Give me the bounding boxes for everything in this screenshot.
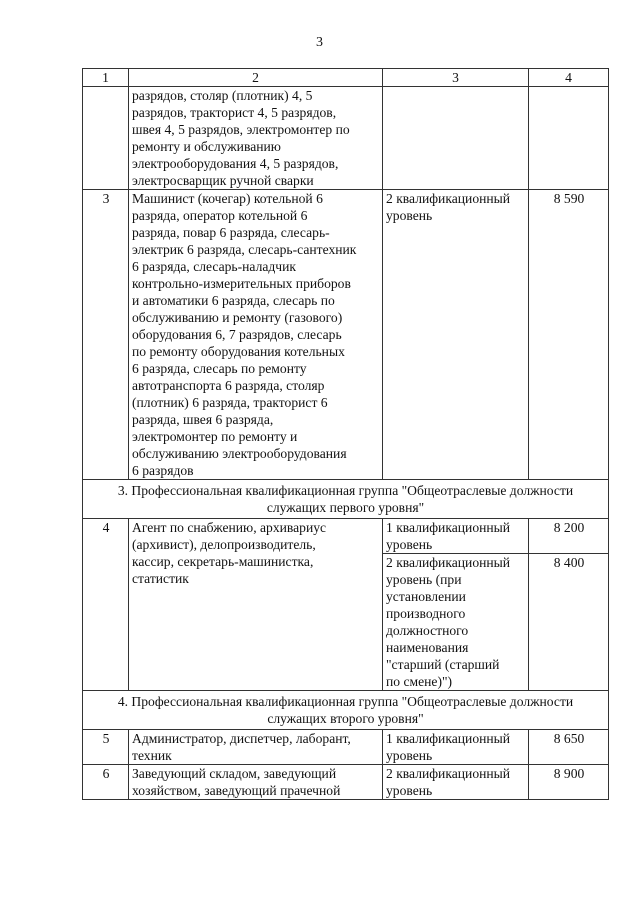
table-row xyxy=(83,190,609,480)
position-list-line: 6 разряда, слесарь по ремонту xyxy=(132,361,307,376)
position-list-line: и автоматики 6 разряда, слесарь по xyxy=(132,293,335,308)
position-list-line: 6 разряда, слесарь-наладчик xyxy=(132,259,297,274)
row-number: 6 xyxy=(83,765,129,800)
table-row xyxy=(83,730,609,765)
qualification-level-line: уровень xyxy=(386,537,433,552)
position-list xyxy=(129,765,383,800)
position-list-line: электрооборудования 4, 5 разрядов, xyxy=(132,156,339,171)
position-list-line: по ремонту оборудования котельных xyxy=(132,344,345,359)
table-row xyxy=(83,519,609,554)
column-header: 2 xyxy=(129,69,383,87)
qualification-level xyxy=(383,554,529,691)
qualification-level-line: уровень xyxy=(386,748,433,763)
position-list-line: разрядов, тракторист 4, 5 разрядов, xyxy=(132,105,337,120)
position-list-line: Заведующий складом, заведующий xyxy=(132,766,337,781)
qualification-level xyxy=(383,87,529,190)
qualification-level-line: производного xyxy=(386,606,466,621)
position-list-line: кассир, секретарь-машинистка, xyxy=(132,554,314,569)
table-row xyxy=(83,87,609,190)
qualification-level-line: 2 квалификационный xyxy=(386,191,511,206)
position-list-line: обслуживанию и ремонту (газового) xyxy=(132,310,343,325)
position-list-line: оборудования 6, 7 разрядов, слесарь xyxy=(132,327,342,342)
qualification-level-line: должностного xyxy=(386,623,469,638)
salary-value: 8 650 xyxy=(529,730,609,765)
position-list-line: статистик xyxy=(132,571,189,586)
qualification-level-line: установлении xyxy=(386,589,466,604)
column-header: 1 xyxy=(83,69,129,87)
position-list-line: швея 4, 5 разрядов, электромонтер по xyxy=(132,122,350,137)
table-header xyxy=(83,69,609,87)
qualification-level-line: уровень xyxy=(386,783,433,798)
qualification-level-line: 2 квалификационный xyxy=(386,766,511,781)
position-list-line: 6 разрядов xyxy=(132,463,194,478)
position-list-line: Машинист (кочегар) котельной 6 xyxy=(132,191,323,206)
position-list xyxy=(129,730,383,765)
salary-table xyxy=(82,68,609,800)
position-list-line: Агент по снабжению, архивариус xyxy=(132,520,327,535)
section-heading xyxy=(83,480,609,519)
qualification-level-line: "старший (старший xyxy=(386,657,500,672)
section-heading-line: служащих первого уровня" xyxy=(266,500,425,515)
position-list-line: (плотник) 6 разряда, тракторист 6 xyxy=(132,395,328,410)
section-row xyxy=(83,691,609,730)
salary-value: 8 400 xyxy=(529,554,609,691)
page-number: 3 xyxy=(316,35,323,50)
position-list-line: электросварщик ручной сварки xyxy=(132,173,314,188)
position-list-line: разряда, повар 6 разряда, слесарь- xyxy=(132,225,330,240)
qualification-level-line: 2 квалификационный xyxy=(386,555,511,570)
position-list-line: электрик 6 разряда, слесарь-сантехник xyxy=(132,242,357,257)
qualification-level-line: 1 квалификационный xyxy=(386,520,511,535)
position-list xyxy=(129,87,383,190)
row-number: 5 xyxy=(83,730,129,765)
qualification-level-line: по смене)") xyxy=(386,674,453,689)
position-list xyxy=(129,190,383,480)
position-list-line: (архивист), делопроизводитель, xyxy=(132,537,316,552)
qualification-level xyxy=(383,730,529,765)
qualification-level xyxy=(383,765,529,800)
position-list-line: хозяйством, заведующий прачечной xyxy=(132,783,341,798)
position-list-line: обслуживанию электрооборудования xyxy=(132,446,347,461)
section-heading xyxy=(83,691,609,730)
position-list-line: разряда, оператор котельной 6 xyxy=(132,208,308,223)
section-heading-line: 4. Профессиональная квалификационная группа "Общеотраслевые должности xyxy=(117,694,574,709)
position-list-line: ремонту и обслуживанию xyxy=(132,139,281,154)
row-number xyxy=(83,87,129,190)
qualification-level-line: уровень xyxy=(386,208,433,223)
position-list xyxy=(129,519,383,691)
position-list-line: автотранспорта 6 разряда, столяр xyxy=(132,378,325,393)
position-list-line: разряда, швея 6 разряда, xyxy=(132,412,274,427)
qualification-level-line: наименования xyxy=(386,640,469,655)
salary-value: 8 900 xyxy=(529,765,609,800)
section-row xyxy=(83,480,609,519)
position-list-line: Администратор, диспетчер, лаборант, xyxy=(132,731,351,746)
table-body xyxy=(83,87,609,800)
position-list-line: контрольно-измерительных приборов xyxy=(132,276,351,291)
salary-value xyxy=(529,87,609,190)
position-list-line: разрядов, столяр (плотник) 4, 5 xyxy=(132,88,313,103)
qualification-level-line: 1 квалификационный xyxy=(386,731,511,746)
row-number: 4 xyxy=(83,519,129,691)
table-row xyxy=(83,765,609,800)
salary-value: 8 590 xyxy=(529,190,609,480)
row-number: 3 xyxy=(83,190,129,480)
column-header: 4 xyxy=(529,69,609,87)
salary-value: 8 200 xyxy=(529,519,609,554)
position-list-line: электромонтер по ремонту и xyxy=(132,429,298,444)
column-header: 3 xyxy=(383,69,529,87)
qualification-level xyxy=(383,190,529,480)
qualification-level xyxy=(383,519,529,554)
section-heading-line: 3. Профессиональная квалификационная группа "Общеотраслевые должности xyxy=(117,483,574,498)
position-list-line: техник xyxy=(132,748,172,763)
qualification-level-line: уровень (при xyxy=(386,572,462,587)
section-heading-line: служащих второго уровня" xyxy=(267,711,424,726)
